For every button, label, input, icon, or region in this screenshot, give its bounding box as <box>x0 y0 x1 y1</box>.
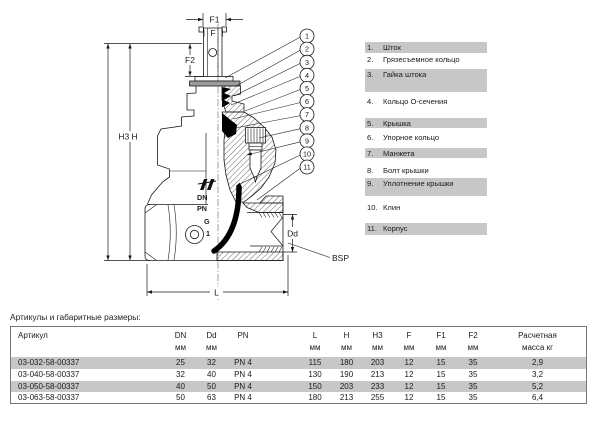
table-cell: 115 <box>308 358 322 367</box>
table-cell: 35 <box>468 369 478 379</box>
parts-list-item <box>365 202 487 213</box>
table-cell: 15 <box>436 381 446 391</box>
callout-number: 8 <box>305 123 309 133</box>
parts-list-item <box>365 54 487 65</box>
callout-number: 7 <box>305 110 309 120</box>
table-cell: 32 <box>176 369 185 379</box>
table-cell: 03-040-58-00337 <box>18 369 80 379</box>
part-label: Болт крышки <box>383 165 429 175</box>
dimensions-table <box>10 326 587 404</box>
bsp-label: BSP <box>332 253 350 263</box>
part-number: 3. <box>367 70 374 79</box>
parts-list-item <box>365 132 487 143</box>
table-cell: 35 <box>468 393 478 403</box>
table-row <box>11 369 586 381</box>
part-label: Кольцо О-сечения <box>383 97 448 106</box>
table-header-row <box>11 327 586 357</box>
part-number: 5. <box>367 118 374 128</box>
table-cell: 15 <box>436 358 446 367</box>
part-label: Шток <box>383 43 401 52</box>
table-header-cell: H мм <box>341 331 352 352</box>
body-marking-dn: DN <box>197 193 208 202</box>
table-cell: 12 <box>404 358 414 367</box>
part-label: Крышка <box>383 118 411 128</box>
part-number: 10. <box>367 202 378 212</box>
table-cell: PN 4 <box>234 369 252 379</box>
part-label: Гайка штока <box>383 70 427 79</box>
manufacturer-logo <box>198 179 216 190</box>
table-cell: 180 <box>308 393 322 403</box>
right-socket-section <box>217 196 283 261</box>
body-markings <box>197 193 210 238</box>
table-row <box>11 357 586 369</box>
table-cell: 35 <box>468 381 478 391</box>
table-header-cell: Dd мм <box>206 331 217 352</box>
table-cell: 12 <box>404 381 414 391</box>
table-cell: 150 <box>308 381 322 391</box>
table-cell: 03-050-58-00337 <box>18 381 80 391</box>
dim-label-f1: F1 <box>209 14 220 25</box>
part-number: 11. <box>367 224 377 233</box>
table-cell: 32 <box>207 358 216 367</box>
table-header-cell: F1 мм <box>435 331 447 352</box>
part-number: 4. <box>367 97 374 106</box>
table-cell: 35 <box>468 358 478 367</box>
part-number: 6. <box>367 132 374 142</box>
table-cell: 213 <box>339 393 354 403</box>
table-cell: PN 4 <box>234 381 252 391</box>
table-cell: 213 <box>370 369 385 379</box>
dim-label-h3h: H3 H <box>118 131 138 142</box>
callout-number: 10 <box>303 149 311 159</box>
table-cell: 25 <box>176 358 185 367</box>
part-number: 7. <box>367 148 374 158</box>
table-cell: 203 <box>370 358 385 367</box>
parts-list-item <box>365 148 487 159</box>
table-cell: 5,2 <box>531 381 544 391</box>
parts-list-item <box>365 178 487 196</box>
callout-number: 3 <box>305 57 309 67</box>
dim-label-f2: F2 <box>185 55 195 65</box>
part-label: Манжета <box>383 148 415 158</box>
callout-number: 6 <box>305 97 309 107</box>
table-cell: 40 <box>176 381 185 391</box>
table-header-cell: DN мм <box>174 331 187 352</box>
dim-label-l: L <box>214 287 219 298</box>
table-cell: 180 <box>339 358 354 367</box>
spacer <box>259 327 299 357</box>
dim-label-f: F <box>210 28 216 38</box>
dim-label-dd: Dd <box>287 228 298 239</box>
table-cell: 50 <box>176 393 185 403</box>
callout-number: 5 <box>305 84 309 93</box>
table-row <box>11 381 586 393</box>
table-header-cell: PN <box>237 331 249 340</box>
table-row <box>11 392 586 404</box>
callout-number: 9 <box>305 136 309 146</box>
table-cell: PN 4 <box>234 393 252 403</box>
callout-leader-line <box>234 63 301 96</box>
part-number: 8. <box>367 165 374 175</box>
spacer <box>259 381 299 393</box>
table-header-cell: F мм <box>403 331 415 352</box>
table-cell: 50 <box>207 381 216 391</box>
table-cell: 12 <box>404 369 414 379</box>
callout-leader-line <box>245 89 301 111</box>
table-header-cell: Расчетная масса кг <box>518 331 557 352</box>
parts-list-item <box>365 165 487 176</box>
table-cell: 2,9 <box>531 358 544 367</box>
part-number: 9. <box>367 178 374 188</box>
parts-list-item <box>365 118 487 129</box>
table-cell: 203 <box>339 381 354 391</box>
table-cell: 130 <box>308 369 322 379</box>
part-number: 1. <box>367 43 374 52</box>
part-label: Корпус <box>383 224 408 233</box>
part-label: Грязесъемное кольцо <box>383 54 460 64</box>
table-header-cell: Артикул <box>18 331 48 340</box>
callout-number: 11 <box>303 162 311 172</box>
body-marking-g: G <box>204 217 210 226</box>
table-header-cell: F2 мм <box>467 331 479 352</box>
table-cell: 15 <box>436 369 446 379</box>
valve-body-outline <box>145 24 283 300</box>
part-number: 2. <box>367 54 374 64</box>
table-cell: 03-032-58-00337 <box>18 358 80 367</box>
parts-list-item <box>365 69 487 92</box>
table-title: Артикулы и габаритные размеры: <box>10 312 141 322</box>
table-cell: 255 <box>370 393 385 403</box>
parts-list-item <box>365 223 487 235</box>
table-cell: 190 <box>339 369 354 379</box>
spacer <box>259 369 299 381</box>
table-cell: 63 <box>207 393 216 403</box>
part-label: Клин <box>383 202 401 212</box>
bonnet-section-upper <box>222 86 244 112</box>
body-marking-1: 1 <box>206 229 210 238</box>
bonnet-left-profile <box>148 86 197 204</box>
spacer <box>259 392 299 404</box>
callout-leader-line <box>225 37 301 78</box>
table-cell: 40 <box>207 369 216 379</box>
table-cell: 15 <box>436 393 446 403</box>
body-marking-pn: PN <box>197 204 207 213</box>
part-label: Упорное кольцо <box>383 132 440 142</box>
parts-list <box>365 0 487 260</box>
table-header-cell: H3 мм <box>372 331 383 352</box>
stem-nut-cap <box>190 81 241 86</box>
table-cell: 12 <box>404 393 414 403</box>
callout-number: 4 <box>305 70 309 80</box>
table-cell: 3,2 <box>531 369 544 379</box>
table-cell: 233 <box>370 381 385 391</box>
spacer <box>259 357 299 369</box>
callout-number: 2 <box>305 44 309 54</box>
part-label: Уплотнение крышки <box>383 178 454 188</box>
table-cell: 6,4 <box>531 393 544 403</box>
table-cell: PN 4 <box>234 358 252 367</box>
callout-number: 1 <box>305 31 309 41</box>
parts-list-item <box>365 42 487 53</box>
table-cell: 03-063-58-00337 <box>18 393 80 403</box>
parts-list-item <box>365 96 487 107</box>
table-header-cell: L мм <box>309 331 321 352</box>
